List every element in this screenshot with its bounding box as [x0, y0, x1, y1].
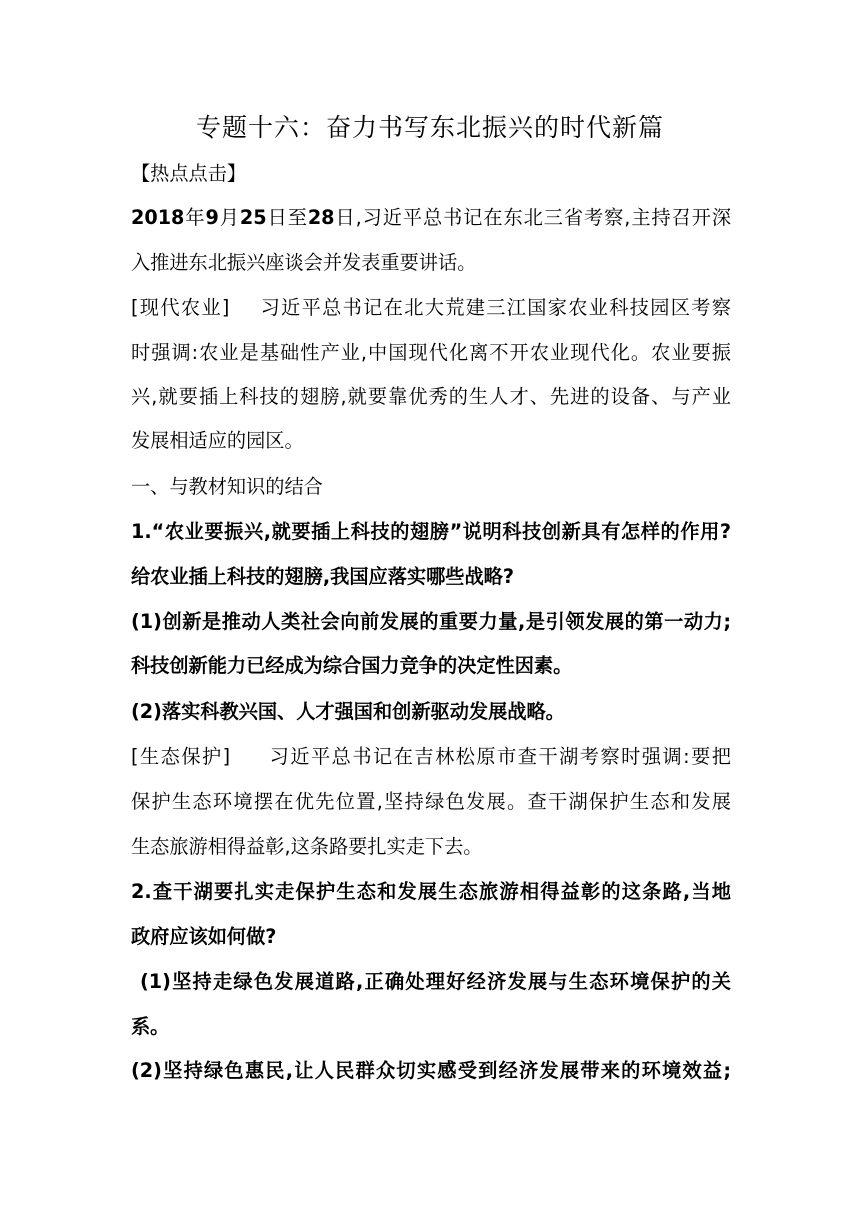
a2-p1-line-1-text: 坚持走绿色发展道路,正确处理好经济发展与生态环境保护的关	[170, 970, 731, 993]
intro-line-1	[131, 202, 731, 234]
page-title: 专题十六：奋力书写东北振兴的时代新篇	[195, 113, 664, 142]
q1-line-2: 给农业插上科技的翅膀,我国应落实哪些战略?	[131, 565, 514, 588]
q2-line-1	[131, 876, 731, 908]
hot-label-text: 【热点点击】	[131, 162, 247, 185]
a1-p1-line-1-text: 创新是推动人类社会向前发展的重要力量,是引领发展的第一动力;	[161, 610, 731, 633]
agri-line-4: 发展相适应的园区。	[131, 429, 304, 452]
agri-line-1-rest: 习近平总书记在北大荒建三江国家农业科技园区考察	[259, 296, 731, 319]
a1-p2-line-1	[131, 696, 731, 728]
a1-p1-line-1	[131, 606, 731, 638]
intro-day-to: 日至	[266, 206, 308, 229]
intro-line-1-rest: 日,习近平总书记在东北三省考察,主持召开深	[334, 206, 731, 229]
a2-p1-line-2: 系。	[131, 1015, 170, 1038]
intro-day-end: 28	[307, 206, 335, 229]
eco-line-1-rest: 习近平总书记在吉林松原市查干湖考察时强调:要把	[268, 745, 731, 768]
eco-line-2: 保护生态环境摆在优先位置,坚持绿色发展。查干湖保护生态和发展	[131, 790, 731, 813]
eco-tag: [生态保护]	[131, 745, 231, 768]
intro-month-unit: 月	[218, 206, 240, 229]
intro-year: 2018	[131, 206, 185, 229]
q1-line-1	[131, 516, 731, 548]
hot-label	[131, 158, 731, 190]
q2-line-2: 政府应该如何做?	[131, 925, 277, 948]
eco-line-3: 生态旅游相得益彰,这条路要扎实走下去。	[131, 835, 483, 858]
agri-line-3: 兴,就要插上科技的翅膀,就要靠优秀的生人才、先进的设备、与产业	[131, 385, 731, 408]
intro-year-unit: 年	[184, 206, 206, 229]
q2-number: 2.	[131, 880, 152, 903]
a1-p2-line-1-text: 落实科教兴国、人才强国和创新驱动发展战略。	[161, 700, 565, 723]
agri-line-2: 时强调:农业是基础性产业,中国现代化离不开农业现代化。农业要振	[131, 341, 731, 364]
a1-p2-number: (2)	[131, 700, 162, 723]
q2-line-1-rest: 查干湖要扎实走保护生态和发展生态旅游相得益彰的这条路,当地	[151, 880, 731, 903]
intro-day-start: 25	[239, 206, 267, 229]
a2-p1-number: (1)	[140, 970, 171, 993]
q1-number: 1.	[131, 520, 152, 543]
a2-p2-line-1-text: 坚持绿色惠民,让人民群众切实感受到经济发展带来的环境效益;	[161, 1059, 731, 1082]
intro-month: 9	[205, 206, 219, 229]
section-heading: 一、与教材知识的结合	[131, 475, 323, 498]
intro-line-2: 入推进东北振兴座谈会并发表重要讲话。	[131, 251, 477, 274]
a2-p2-line-1	[131, 1055, 731, 1087]
a2-p1-line-1	[140, 966, 731, 998]
q1-line-1-rest: “农业要振兴,就要插上科技的翅膀”说明科技创新具有怎样的作用?	[151, 520, 731, 543]
eco-line-1	[131, 741, 731, 773]
a1-p1-number: (1)	[131, 610, 162, 633]
agri-line-1	[131, 292, 731, 324]
a2-p2-number: (2)	[131, 1059, 162, 1082]
agri-tag: [现代农业]	[131, 296, 230, 319]
a1-p1-line-2: 科技创新能力已经成为综合国力竞争的决定性因素。	[131, 654, 573, 677]
